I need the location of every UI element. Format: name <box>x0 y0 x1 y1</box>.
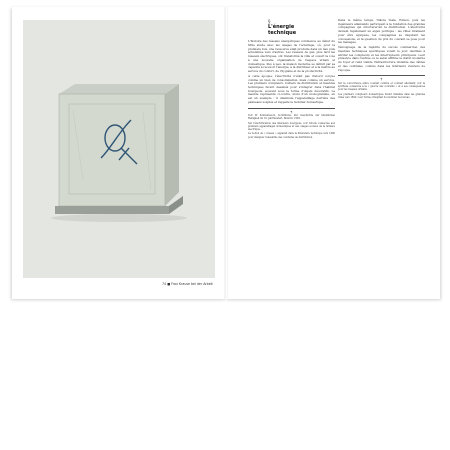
book-gutter <box>224 7 228 299</box>
footnote-rule <box>248 108 335 109</box>
body-paragraph: À cette époque, l'électricité n'était pas d'abord conçue comme un bien de consommation, mais comme un service. Les premiers compteurs, boîtiers de distribution et meubles techniques furent dessinés pour s'intégrer dans l'habitat bourgeois, souvent sous la forme d'objets décoratifs. Le meuble représenté ci-contre, muni d'un monogramme, en est un exemple : il dissimule l'appareillage derrière des panneaux soignés et rappelle le mobilier domestique. <box>248 73 335 104</box>
body-paragraph: Témoignage de la rapidité du succès commercial, des meubles techniques spécifiques voient le jour, destinés à abriter les compteurs et les interrupteurs principaux. Leur présence dans l'entrée ou le salon affirme le statut moderne du foyer et rend visible l'infrastructure invisible des câbles et des centrales, comme dans les intérieurs viennois de l'époque. <box>338 45 425 72</box>
footnote: La notion de « réseau » apparaît dans la littérature technique vers 1880 pour désigner l'ensemble des conduites de distribution. <box>248 132 335 139</box>
cabinet-photo <box>23 20 215 278</box>
section-title <box>268 25 335 36</box>
book-spread <box>12 7 440 299</box>
section-title-line: technique <box>268 29 297 36</box>
text-column-right <box>338 19 425 100</box>
photo-caption: 74 ■ Frau Krause bei der Arbeit <box>162 282 213 286</box>
footnote: Sur la concurrence entre courant continu et courant alternatif, voir la synthèse consacrée à la « guerre des courants » et à ses conséquences pour les réseaux urbains. <box>338 81 425 92</box>
footnote-rule <box>338 75 425 76</box>
footnote: Voir W. Schivelbusch, Lichtblicke. Zur Geschichte der künstlichen Helligkeit im 19. Jahrhundert, Munich, 1983. <box>248 114 335 121</box>
text-column-left <box>248 19 335 140</box>
footnote: Les premiers compteurs domestiques furent installés dans les grandes villes vers 1890 ; leur forme s'inspirait du mobilier de bureau. <box>338 92 425 99</box>
right-page <box>226 7 440 299</box>
cabinet-illustration <box>23 20 215 278</box>
footnote-marker: ¶ <box>380 77 383 82</box>
footnote: Sur l'électrification des intérieurs bourgeois, voir l'étude consacrée aux premiers appareillages domestiques et aux usages sociaux de la lumière électrique. <box>248 121 335 131</box>
body-paragraph: L'histoire des réseaux énergétiques commence au début du XIXe siècle avec les usages de l'éclairage, où, pour la première fois, une ressource était produite dans un lieu puis acheminée vers d'autres. Les réseaux de gaz, plus tard les réseaux électriques, ont transformé la ville et ouvert la voie à une nouvelle organisation de l'espace urbain et domestique. Peu à peu, la maison moderne se définit par sa capacité à recevoir l'énergie, à la distribuer et à la mettre au service du confort, de l'hygiène et de la productivité. <box>248 39 335 73</box>
section-ornament: § <box>268 19 271 25</box>
section-title-line: L'énergie <box>268 24 295 30</box>
left-page <box>12 7 226 299</box>
body-paragraph: Dans le même temps, Nikola Tesla, Edison, puis les ingénieurs allemands participent à la fondation des grandes compagnies qui structureront la distribution. L'électricité devient rapidement un enjeu politique : les villes rivalisent pour être équipées, les compagnies se disputent les concessions, et la question du prix du courant se pose pour les ménages. <box>338 18 425 45</box>
footnote-marker: ¶ <box>290 109 293 114</box>
